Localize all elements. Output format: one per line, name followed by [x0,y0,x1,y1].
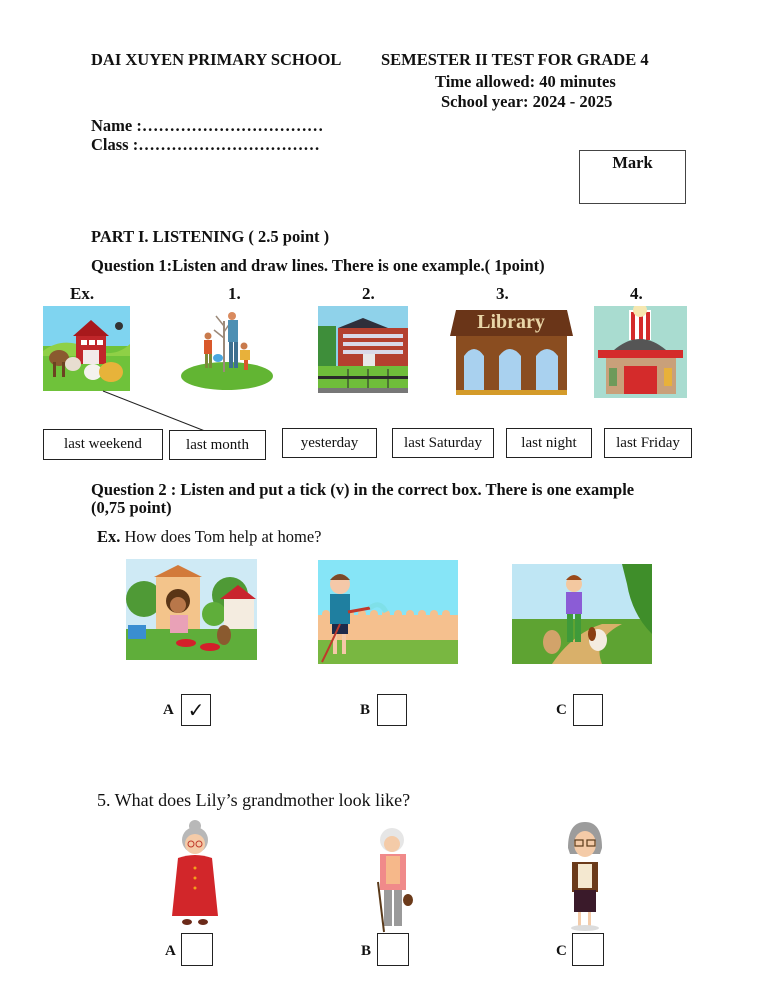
part1-title: PART I. LISTENING ( 2.5 point ) [91,227,330,246]
picture-label-2: 2. [362,284,375,303]
q5-option-b-checkbox[interactable] [377,933,409,966]
q5-option-a-label: A [165,943,176,959]
picture-label-3: 3. [496,284,509,303]
option-last-weekend[interactable]: last weekend [43,429,163,460]
option-last-saturday[interactable]: last Saturday [392,428,494,458]
time-allowed: Time allowed: 40 minutes [435,72,616,91]
q5-option-c-checkbox[interactable] [572,933,604,966]
question2-title: Question 2 : Listen and put a tick (v) in the correct box. There is one example [91,480,635,499]
class-field[interactable]: Class :…………………………… [91,135,320,154]
picture-label-4: 4. [630,284,643,303]
picture-label-1: 1. [228,284,241,303]
example-prefix: Ex. [97,527,121,546]
grandmother-cane-image [366,826,418,934]
test-title: SEMESTER II TEST FOR GRADE 4 [381,50,649,69]
question1-title: Question 1:Listen and draw lines. There is one example.( 1point) [91,256,545,275]
mark-label: Mark [612,153,653,172]
option-last-friday[interactable]: last Friday [604,428,692,458]
picture-label-ex: Ex. [70,284,95,303]
option-last-month[interactable]: last month [169,430,266,460]
school-year: School year: 2024 - 2025 [441,92,613,111]
example-option-c-checkbox[interactable] [573,694,603,726]
school-name: DAI XUYEN PRIMARY SCHOOL [91,50,342,69]
svg-text:Library: Library [477,311,545,333]
example-question-text: How does Tom help at home? [124,527,322,546]
example-option-a-checkbox[interactable]: ✓ [181,694,211,726]
q5-option-a-checkbox[interactable] [181,933,213,966]
feeding-dogs-image [126,559,257,660]
walking-dogs-image [512,564,652,664]
grandmother-glasses-image [560,820,610,932]
example-option-a-label: A [163,702,174,718]
grandmother-red-dress-image [160,818,230,928]
watering-garden-image [318,560,458,664]
question5-text: 5. What does Lily’s grandmother look like? [97,790,411,810]
example-option-c-label: C [556,702,567,718]
example-option-b-label: B [360,702,371,718]
q5-option-b-label: B [361,943,372,959]
example-option-b-checkbox[interactable] [377,694,407,726]
question2-points: (0,75 point) [91,498,172,517]
name-field[interactable]: Name :…………………………… [91,116,324,135]
example-question [97,527,321,547]
q5-option-c-label: C [556,943,567,959]
option-yesterday[interactable]: yesterday [282,428,377,458]
option-last-night[interactable]: last night [506,428,592,458]
